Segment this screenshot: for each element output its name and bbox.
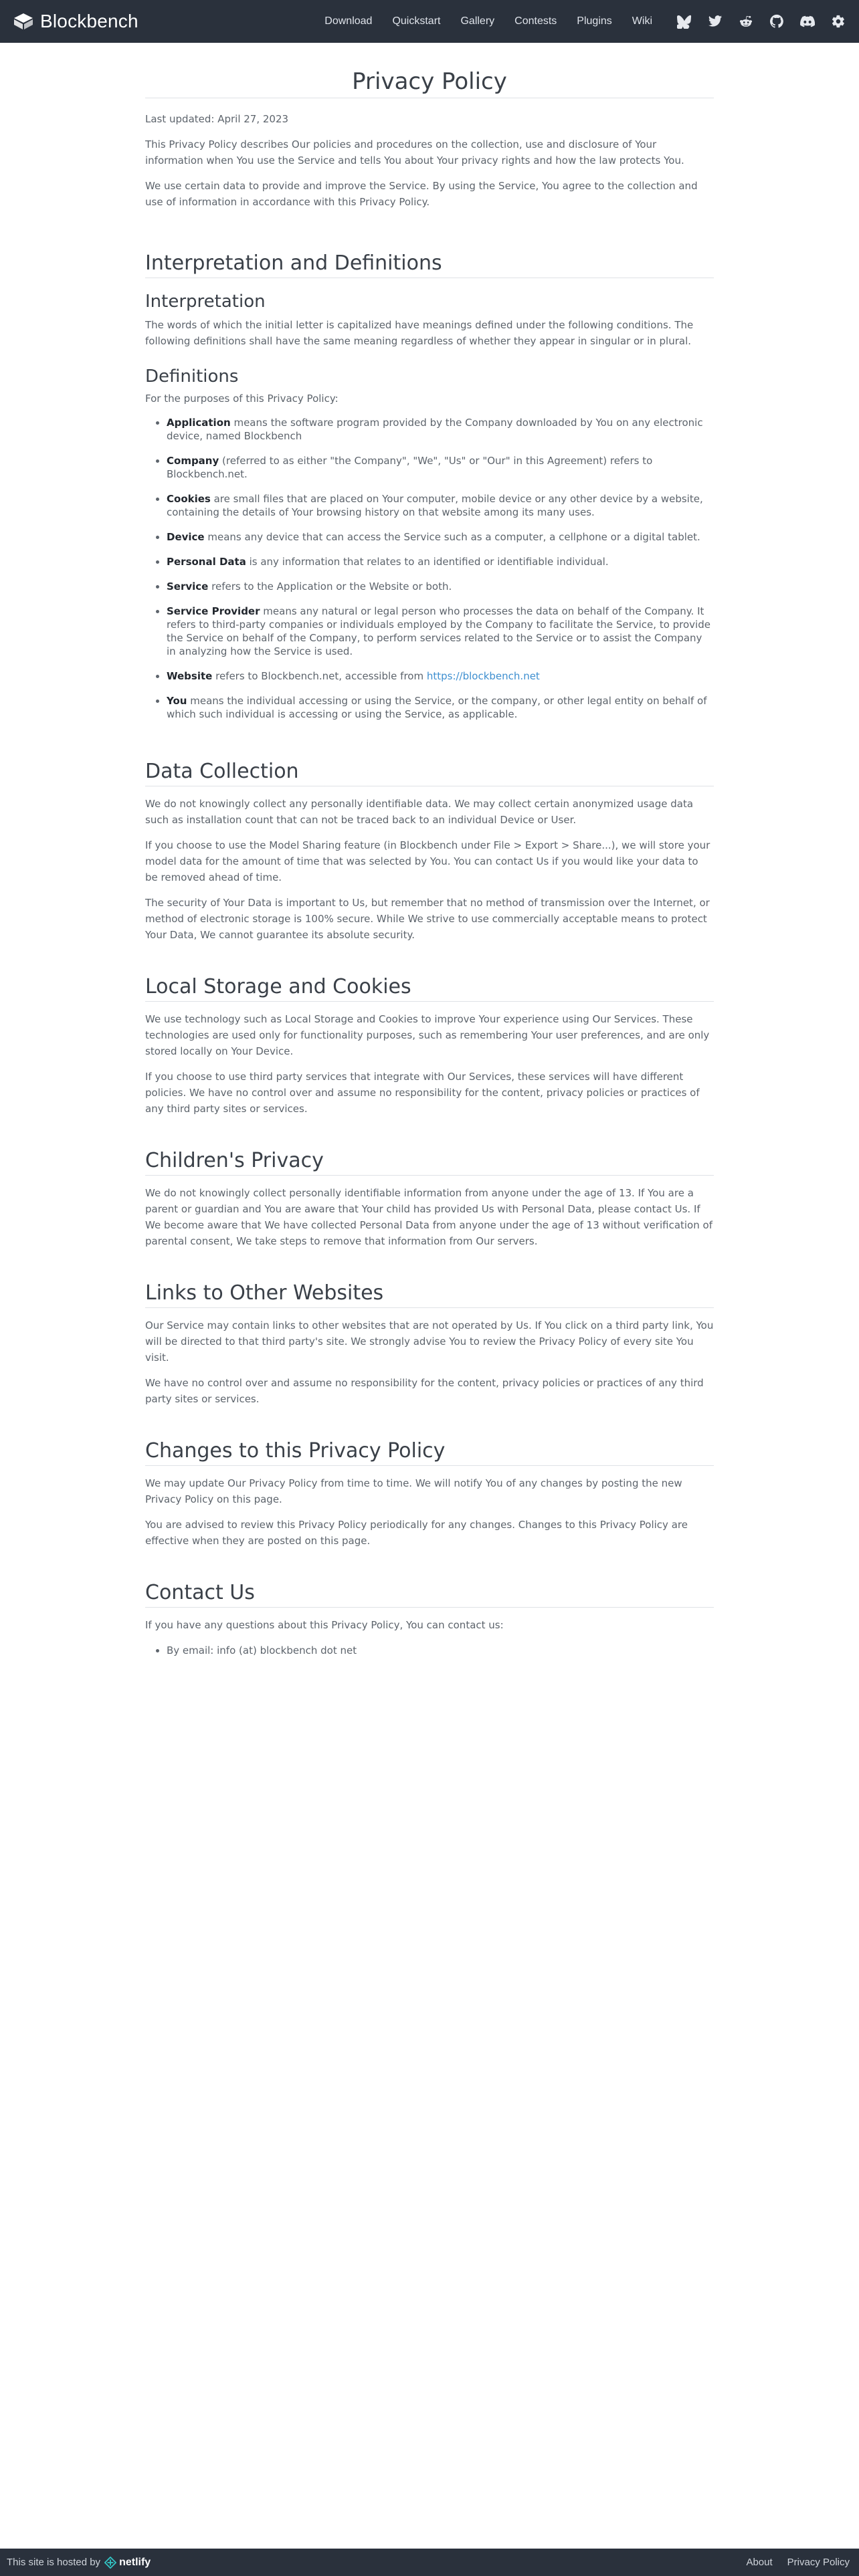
links-paragraph: Our Service may contain links to other websites that are not operated by Us. If You click on a third party link, You will be directed to that third party's site. We strongly advise You to review the Privacy Policy of every site You visit. bbox=[145, 1319, 714, 1364]
interpretation-paragraph: The words of which the initial letter is capitalized have meanings defined under the following conditions. The following definitions shall have the same meaning regardless of whether they appear in singular or in plural. bbox=[145, 319, 694, 347]
footer bbox=[0, 2549, 859, 2576]
intro-paragraph: We use certain data to provide and improve the Service. By using the Service, You agree to the collection and use of information in accordance with this Privacy Policy. bbox=[145, 180, 698, 208]
footer-link-privacy-policy[interactable]: Privacy Policy bbox=[787, 2557, 850, 2568]
section-heading-local-storage: Local Storage and Cookies bbox=[145, 975, 714, 1002]
definitions-list bbox=[145, 416, 714, 721]
definition-item bbox=[167, 530, 714, 544]
nav-gallery[interactable]: Gallery bbox=[460, 15, 495, 27]
definition-text: refers to the Application or the Website or both. bbox=[208, 580, 452, 593]
definition-item bbox=[167, 605, 714, 658]
subheading-interpretation: Interpretation bbox=[145, 292, 266, 312]
social-links bbox=[669, 0, 854, 43]
settings-icon[interactable] bbox=[823, 0, 854, 43]
top-navbar bbox=[0, 0, 859, 43]
definition-item bbox=[167, 669, 714, 683]
main-nav bbox=[314, 0, 662, 43]
section-heading-data-collection: Data Collection bbox=[145, 760, 714, 786]
definition-item bbox=[167, 555, 714, 568]
definition-term: Company bbox=[167, 455, 219, 467]
links-paragraph: We have no control over and assume no responsibility for the content, privacy policies or practices of any third party sites or services. bbox=[145, 1377, 704, 1405]
definition-term: Website bbox=[167, 670, 213, 682]
page-title: Privacy Policy bbox=[145, 43, 714, 98]
changes-paragraph: You are advised to review this Privacy Policy periodically for any changes. Changes to this Privacy Policy are effective when they are posted on this page. bbox=[145, 1519, 688, 1547]
section-heading-interpretation: Interpretation and Definitions bbox=[145, 251, 714, 278]
data-collection-paragraph: The security of Your Data is important to Us, but remember that no method of transmission over the Internet, or method of electronic storage is 100% secure. While We strive to use commercially acceptable means to protect Your Data, We cannot guarantee its absolute security. bbox=[145, 897, 710, 941]
reddit-icon[interactable] bbox=[731, 0, 761, 43]
privacy-policy-content bbox=[145, 43, 714, 1658]
subheading-definitions: Definitions bbox=[145, 366, 239, 387]
intro-paragraph: This Privacy Policy describes Our policies and procedures on the collection, use and disclosure of Your information when You use the Service and tells You about Your privacy rights and how the law protects You. bbox=[145, 138, 684, 167]
definition-item bbox=[167, 580, 714, 593]
data-collection-paragraph: If you choose to use the Model Sharing feature (in Blockbench under File > Export > Share...), we will store your model data for the amount of time that was selected by You. You can contact Us if you would like your data to be removed ahead of time. bbox=[145, 839, 710, 883]
contact-list bbox=[145, 1642, 714, 1658]
definition-term: Device bbox=[167, 531, 205, 543]
definition-text: (referred to as either "the Company", "We", "Us" or "Our" in this Agreement) refers to Blockbench.net. bbox=[167, 455, 653, 480]
discord-icon[interactable] bbox=[792, 0, 823, 43]
definition-term: You bbox=[167, 695, 187, 707]
contact-email: • By email: info (at) blockbench dot net bbox=[167, 1642, 714, 1658]
definition-term: Service bbox=[167, 580, 209, 593]
netlify-icon bbox=[104, 2557, 116, 2569]
nav-download[interactable]: Download bbox=[324, 15, 373, 27]
nav-quickstart[interactable]: Quickstart bbox=[392, 15, 441, 27]
section-heading-links: Links to Other Websites bbox=[145, 1281, 714, 1308]
definition-item bbox=[167, 416, 714, 443]
nav-wiki[interactable]: Wiki bbox=[632, 15, 652, 27]
definition-term: Application bbox=[167, 417, 231, 429]
footer-link-about[interactable]: About bbox=[746, 2557, 773, 2568]
twitter-icon[interactable] bbox=[700, 0, 731, 43]
definition-text: means the individual accessing or using the Service, or the company, or other legal entity on behalf of which such individual is accessing or using the Service, as applicable. bbox=[167, 695, 707, 720]
definition-item bbox=[167, 694, 714, 721]
section-heading-contact: Contact Us bbox=[145, 1581, 714, 1608]
local-storage-paragraph: If you choose to use third party services that integrate with Our Services, these services will have different policies. We have no control over and assume no responsibility for the content, privacy policies or practices of any third party sites or services. bbox=[145, 1071, 700, 1115]
definition-text: refers to Blockbench.net, accessible from bbox=[212, 670, 427, 682]
definition-text: means any device that can access the Service such as a computer, a cellphone or a digital tablet. bbox=[204, 531, 700, 543]
contact-paragraph: If you have any questions about this Privacy Policy, You can contact us: bbox=[145, 1619, 504, 1631]
footer-links bbox=[746, 2549, 850, 2576]
definition-text: is any information that relates to an identified or identifiable individual. bbox=[246, 556, 609, 568]
changes-paragraph: We may update Our Privacy Policy from time to time. We will notify You of any changes by posting the new Privacy Policy on this page. bbox=[145, 1477, 682, 1505]
childrens-privacy-paragraph: We do not knowingly collect personally identifiable information from anyone under the age of 13. If You are a parent or guardian and You are aware that Your child has provided Us with Personal Data, please contact Us. If We become aware that We have collected Personal Data from anyone under the age of 13 without verification of parental consent, We take steps to remove that information from Our servers. bbox=[145, 1187, 712, 1247]
blockbench-website-link[interactable]: https://blockbench.net bbox=[426, 670, 540, 682]
brand-name: Blockbench bbox=[40, 11, 138, 31]
definition-text: means the software program provided by the Company downloaded by You on any electronic device, named Blockbench bbox=[167, 417, 703, 442]
local-storage-paragraph: We use technology such as Local Storage and Cookies to improve Your experience using Our Services. These technologies are used only for functionality purposes, such as remembering Your user preferences, and are only stored locally on Your Device. bbox=[145, 1013, 710, 1057]
nav-plugins[interactable]: Plugins bbox=[577, 15, 612, 27]
data-collection-paragraph: We do not knowingly collect any personally identifiable data. We may collect certain anonymized usage data such as installation count that can not be traced back to an individual Device or User. bbox=[145, 798, 694, 826]
nav-contests[interactable]: Contests bbox=[514, 15, 557, 27]
definition-term: Service Provider bbox=[167, 605, 260, 617]
hosted-by bbox=[7, 2549, 151, 2576]
hosted-by-text: This site is hosted by bbox=[7, 2557, 101, 2568]
definition-text: are small files that are placed on Your computer, mobile device or any other device by a website, containing the details of Your browsing history on that website among its many uses. bbox=[167, 493, 703, 518]
bluesky-icon[interactable] bbox=[669, 0, 700, 43]
definitions-intro: For the purposes of this Privacy Policy: bbox=[145, 393, 339, 405]
netlify-link[interactable] bbox=[104, 2557, 151, 2569]
definition-item bbox=[167, 492, 714, 519]
definition-item bbox=[167, 454, 714, 481]
brand-link[interactable] bbox=[13, 8, 138, 35]
definition-term: Cookies bbox=[167, 493, 211, 505]
github-icon[interactable] bbox=[761, 0, 792, 43]
blockbench-logo-icon bbox=[13, 13, 33, 30]
definition-text: means any natural or legal person who processes the data on behalf of the Company. It refers to third-party companies or individuals employed by the Company to facilitate the Service, to provide the Service on behalf of the Company, to perform services related to the Service or to assist the Company in analyzing how the Service is used. bbox=[167, 605, 710, 657]
netlify-name: netlify bbox=[119, 2556, 151, 2568]
section-heading-changes: Changes to this Privacy Policy bbox=[145, 1439, 714, 1466]
section-heading-childrens-privacy: Children's Privacy bbox=[145, 1149, 714, 1176]
definition-term: Personal Data bbox=[167, 556, 246, 568]
last-updated: Last updated: April 27, 2023 bbox=[145, 113, 289, 125]
